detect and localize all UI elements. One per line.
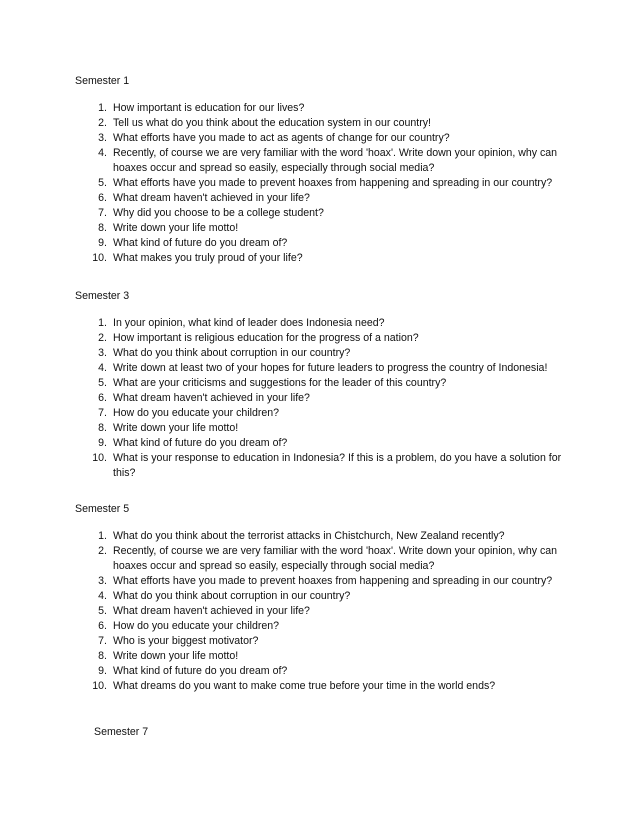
question-text: Write down your life motto! — [113, 422, 239, 434]
list-item — [75, 574, 567, 589]
question-text: What kind of future do you dream of? — [113, 237, 288, 249]
list-item — [75, 649, 567, 664]
section-heading: Semester 1 — [75, 75, 130, 87]
question-text: What do you think about corruption in our country? — [113, 590, 351, 602]
question-list — [75, 529, 575, 694]
item-number: 5. — [98, 605, 107, 617]
list-item — [75, 116, 567, 131]
question-text: What efforts have you made to prevent hoaxes from happening and spreading in our country? — [113, 575, 553, 587]
question-text: What makes you truly proud of your life? — [113, 252, 303, 264]
question-text: What efforts have you made to act as agents of change for our country? — [113, 132, 450, 144]
question-text: What efforts have you made to prevent hoaxes from happening and spreading in our country? — [113, 177, 553, 189]
list-item — [75, 376, 567, 391]
question-list — [75, 101, 575, 266]
list-item — [75, 619, 567, 634]
item-number: 10. — [92, 252, 107, 264]
item-number: 6. — [98, 392, 107, 404]
item-number: 4. — [98, 590, 107, 602]
item-number: 4. — [98, 362, 107, 374]
list-item — [75, 236, 567, 251]
question-text: Write down at least two of your hopes for future leaders to progress the country of Indonesia! — [113, 362, 548, 374]
section-heading: Semester 5 — [75, 503, 130, 515]
question-text: In your opinion, what kind of leader does Indonesia need? — [113, 317, 385, 329]
list-item — [75, 679, 567, 694]
list-item — [75, 191, 567, 206]
question-text: Tell us what do you think about the education system in our country! — [113, 117, 431, 129]
item-number: 2. — [98, 332, 107, 344]
question-text: Who is your biggest motivator? — [113, 635, 259, 647]
section-heading-semester-7: Semester 7 — [94, 725, 149, 738]
question-text: How important is religious education for the progress of a nation? — [113, 332, 419, 344]
list-item — [75, 451, 567, 481]
list-item — [75, 589, 567, 604]
list-item — [75, 544, 567, 574]
question-text: What dream haven't achieved in your life? — [113, 192, 310, 204]
question-text: Why did you choose to be a college student? — [113, 207, 324, 219]
question-text: How do you educate your children? — [113, 620, 280, 632]
question-text: What do you think about the terrorist attacks in Chistchurch, New Zealand recently? — [113, 530, 505, 542]
list-item — [75, 131, 567, 146]
item-number: 2. — [98, 117, 107, 129]
question-text: Recently, of course we are very familiar with the word 'hoax'. Write down your opinion, why can hoaxes occur and spread so easily, especially through social media? — [113, 147, 558, 174]
list-item — [75, 101, 567, 116]
question-text: What do you think about corruption in our country? — [113, 347, 351, 359]
question-text: Recently, of course we are very familiar with the word 'hoax'. Write down your opinion, why can hoaxes occur and spread so easily, especially through social media? — [113, 545, 558, 572]
question-text: How do you educate your children? — [113, 407, 280, 419]
item-number: 7. — [98, 407, 107, 419]
question-text: Write down your life motto! — [113, 650, 239, 662]
item-number: 10. — [92, 452, 107, 464]
list-item — [75, 421, 567, 436]
item-number: 1. — [98, 530, 107, 542]
item-number: 1. — [98, 317, 107, 329]
item-number: 9. — [98, 237, 107, 249]
item-number: 6. — [98, 192, 107, 204]
item-number: 8. — [98, 650, 107, 662]
section-semester-1 — [75, 74, 575, 266]
item-number: 9. — [98, 437, 107, 449]
item-number: 3. — [98, 575, 107, 587]
list-item — [75, 361, 567, 376]
item-number: 6. — [98, 620, 107, 632]
question-text: How important is education for our lives? — [113, 102, 305, 114]
item-number: 9. — [98, 665, 107, 677]
list-item — [75, 664, 567, 679]
question-text: Write down your life motto! — [113, 222, 239, 234]
item-number: 1. — [98, 102, 107, 114]
item-number: 2. — [98, 545, 107, 557]
item-number: 4. — [98, 147, 107, 159]
item-number: 5. — [98, 377, 107, 389]
list-item — [75, 391, 567, 406]
question-text: What kind of future do you dream of? — [113, 437, 288, 449]
list-item — [75, 346, 567, 361]
item-number: 5. — [98, 177, 107, 189]
question-list — [75, 316, 575, 481]
list-item — [75, 604, 567, 619]
question-text: What are your criticisms and suggestions for the leader of this country? — [113, 377, 447, 389]
list-item — [75, 436, 567, 451]
item-number: 7. — [98, 207, 107, 219]
list-item — [75, 316, 567, 331]
list-item — [75, 176, 567, 191]
question-text: What is your response to education in Indonesia? If this is a problem, do you have a solution for this? — [113, 452, 562, 479]
list-item — [75, 251, 567, 266]
question-text: What kind of future do you dream of? — [113, 665, 288, 677]
list-item — [75, 146, 567, 176]
question-text: What dream haven't achieved in your life? — [113, 605, 310, 617]
section-heading: Semester 3 — [75, 290, 130, 302]
list-item — [75, 406, 567, 421]
list-item — [75, 331, 567, 346]
section-semester-3 — [75, 289, 575, 481]
item-number: 8. — [98, 422, 107, 434]
list-item — [75, 634, 567, 649]
list-item — [75, 206, 567, 221]
section-semester-5 — [75, 502, 575, 694]
list-item — [75, 221, 567, 236]
question-text: What dream haven't achieved in your life? — [113, 392, 310, 404]
item-number: 10. — [92, 680, 107, 692]
item-number: 8. — [98, 222, 107, 234]
item-number: 7. — [98, 635, 107, 647]
list-item — [75, 529, 567, 544]
item-number: 3. — [98, 132, 107, 144]
question-text: What dreams do you want to make come true before your time in the world ends? — [113, 680, 496, 692]
item-number: 3. — [98, 347, 107, 359]
